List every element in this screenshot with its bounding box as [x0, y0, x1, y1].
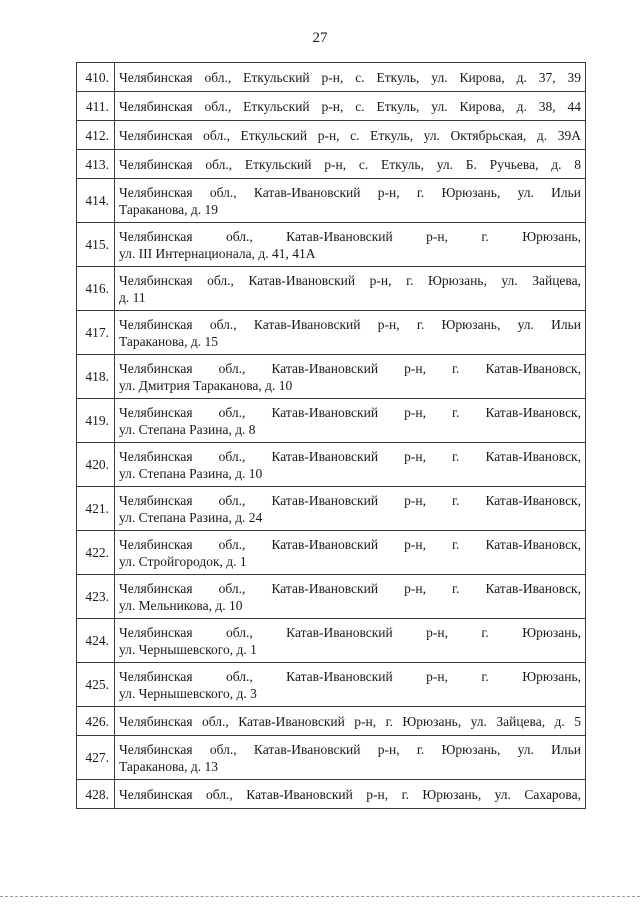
address-line: Челябинская обл., Катав-Ивановский р-н, г. Катав-Ивановск,: [119, 536, 581, 552]
table-row: [77, 575, 586, 619]
address-cell: [115, 92, 586, 121]
table-row: [77, 736, 586, 780]
table-row: [77, 63, 586, 92]
table-row: [77, 311, 586, 355]
table-row: [77, 223, 586, 267]
table-row: [77, 487, 586, 531]
address-line: Челябинская обл., Еткульский р-н, с. Еткуль, ул. Октябрьская, д. 39А: [119, 127, 581, 143]
row-number: 427.: [77, 736, 115, 780]
table-row: [77, 179, 586, 223]
row-number: 421.: [77, 487, 115, 531]
address-line: Челябинская обл., Катав-Ивановский р-н, г. Катав-Ивановск,: [119, 580, 581, 596]
row-number: 426.: [77, 707, 115, 736]
address-cell: [115, 443, 586, 487]
address-line: д. 11: [119, 289, 146, 305]
table-row: [77, 150, 586, 179]
row-number: 418.: [77, 355, 115, 399]
row-number: 415.: [77, 223, 115, 267]
address-cell: [115, 663, 586, 707]
address-cell: [115, 399, 586, 443]
address-cell: [115, 223, 586, 267]
address-line: ул. Чернышевского, д. 3: [119, 685, 257, 701]
address-cell: [115, 267, 586, 311]
page-bottom-edge: [0, 896, 640, 897]
address-cell: [115, 619, 586, 663]
address-line: Челябинская обл., Катав-Ивановский р-н, г. Юрюзань, ул. Зайцева, д. 5: [119, 713, 581, 729]
address-line: Челябинская обл., Еткульский р-н, с. Еткуль, ул. Кирова, д. 38, 44: [119, 98, 581, 114]
address-line: ул. Степана Разина, д. 24: [119, 509, 263, 525]
row-number: 411.: [77, 92, 115, 121]
table-row: [77, 92, 586, 121]
address-cell: [115, 311, 586, 355]
address-line: Челябинская обл., Катав-Ивановский р-н, г. Юрюзань, ул. Ильи: [119, 316, 581, 332]
address-line: Тараканова, д. 15: [119, 333, 219, 349]
address-line: Челябинская обл., Катав-Ивановский р-н, г. Катав-Ивановск,: [119, 492, 581, 508]
address-cell: [115, 575, 586, 619]
table-row: [77, 619, 586, 663]
row-number: 422.: [77, 531, 115, 575]
address-line: Челябинская обл., Катав-Ивановский р-н, г. Катав-Ивановск,: [119, 360, 581, 376]
table-row: [77, 399, 586, 443]
address-line: ул. Мельникова, д. 10: [119, 597, 243, 613]
address-cell: [115, 121, 586, 150]
row-number: 424.: [77, 619, 115, 663]
address-line: Челябинская обл., Еткульский р-н, с. Еткуль, ул. Б. Ручьева, д. 8: [119, 156, 581, 172]
address-line: Челябинская обл., Катав-Ивановский р-н, г. Юрюзань,: [119, 668, 581, 684]
table-row: [77, 443, 586, 487]
address-cell: [115, 355, 586, 399]
address-line: Челябинская обл., Катав-Ивановский р-н, г. Катав-Ивановск,: [119, 404, 581, 420]
row-number: 414.: [77, 179, 115, 223]
address-table: [76, 62, 586, 809]
table-row: [77, 531, 586, 575]
address-cell: [115, 707, 586, 736]
row-number: 428.: [77, 780, 115, 809]
address-line: Челябинская обл., Катав-Ивановский р-н, г. Катав-Ивановск,: [119, 448, 581, 464]
address-cell: [115, 63, 586, 92]
address-line: Челябинская обл., Катав-Ивановский р-н, г. Юрюзань,: [119, 624, 581, 640]
row-number: 410.: [77, 63, 115, 92]
table-row: [77, 663, 586, 707]
address-line: Тараканова, д. 19: [119, 201, 219, 217]
address-line: ул. Чернышевского, д. 1: [119, 641, 257, 657]
address-cell: [115, 780, 586, 809]
address-line: Челябинская обл., Катав-Ивановский р-н, г. Юрюзань, ул. Сахарова,: [119, 786, 581, 802]
address-line: ул. Степана Разина, д. 10: [119, 465, 263, 481]
table-row: [77, 707, 586, 736]
address-line: ул. Дмитрия Тараканова, д. 10: [119, 377, 293, 393]
row-number: 425.: [77, 663, 115, 707]
address-line: Челябинская обл., Катав-Ивановский р-н, г. Юрюзань,: [119, 228, 581, 244]
table-row: [77, 121, 586, 150]
row-number: 416.: [77, 267, 115, 311]
table-row: [77, 355, 586, 399]
row-number: 417.: [77, 311, 115, 355]
row-number: 413.: [77, 150, 115, 179]
address-cell: [115, 179, 586, 223]
address-line: ул. Стройгородок, д. 1: [119, 553, 247, 569]
address-line: Челябинская обл., Катав-Ивановский р-н, г. Юрюзань, ул. Ильи: [119, 741, 581, 757]
address-cell: [115, 150, 586, 179]
page-number: 27: [312, 30, 328, 46]
address-line: ул. III Интернационала, д. 41, 41А: [119, 245, 316, 261]
address-line: Челябинская обл., Катав-Ивановский р-н, г. Юрюзань, ул. Ильи: [119, 184, 581, 200]
address-line: Тараканова, д. 13: [119, 758, 219, 774]
address-cell: [115, 736, 586, 780]
address-line: Челябинская обл., Катав-Ивановский р-н, г. Юрюзань, ул. Зайцева,: [119, 272, 581, 288]
row-number: 412.: [77, 121, 115, 150]
table-row: [77, 780, 586, 809]
row-number: 419.: [77, 399, 115, 443]
table-row: [77, 267, 586, 311]
address-line: Челябинская обл., Еткульский р-н, с. Еткуль, ул. Кирова, д. 37, 39: [119, 69, 581, 85]
address-cell: [115, 531, 586, 575]
row-number: 420.: [77, 443, 115, 487]
address-line: ул. Степана Разина, д. 8: [119, 421, 256, 437]
row-number: 423.: [77, 575, 115, 619]
address-cell: [115, 487, 586, 531]
address-table-body: [77, 63, 586, 809]
